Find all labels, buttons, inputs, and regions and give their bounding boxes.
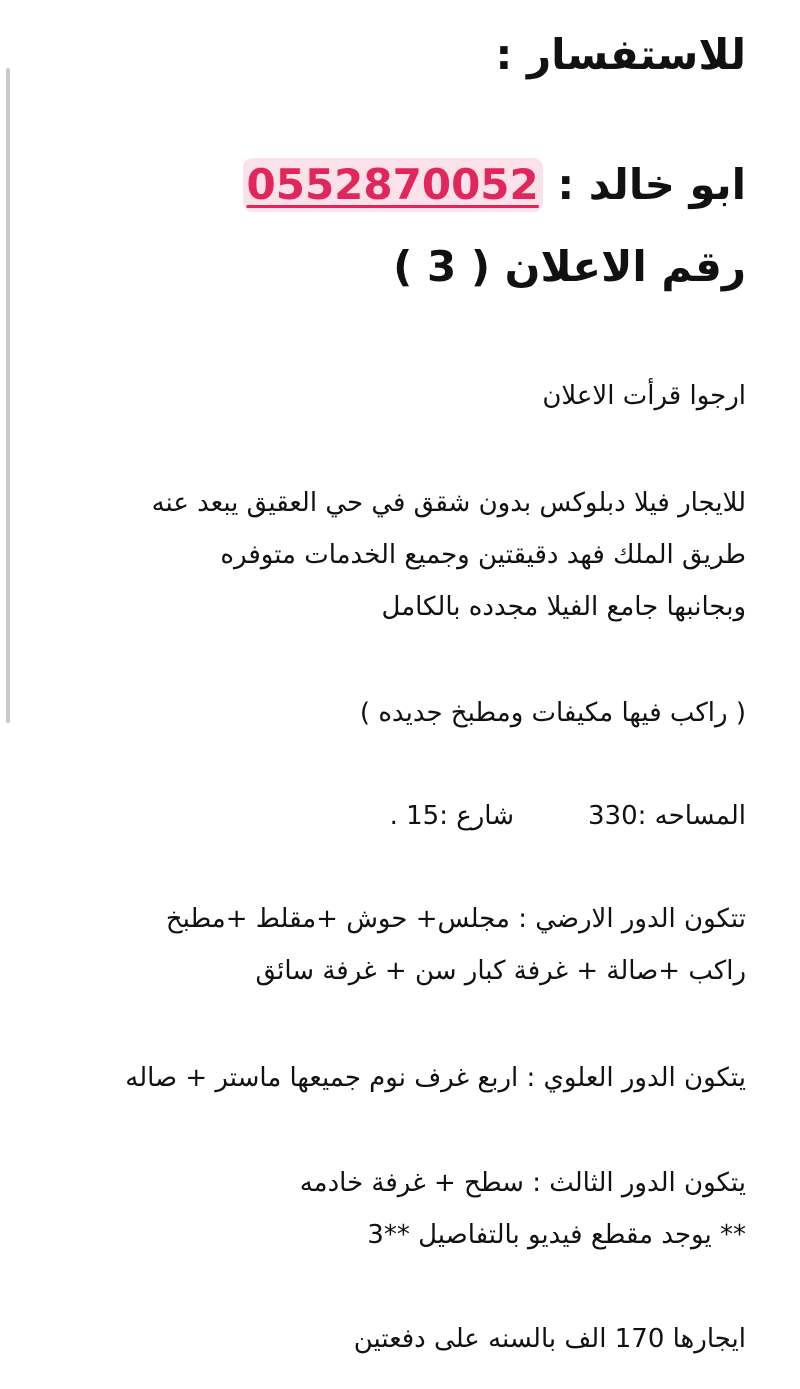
contact-name: ابو خالد : (557, 160, 746, 209)
area-street-line (46, 790, 746, 842)
third-floor-line: يتكون الدور الثالث : سطح + غرفة خادمه (299, 1168, 746, 1198)
extras-text: ( راكب فيها مكيفات ومطبخ جديده ) (359, 698, 746, 728)
phone-number-link[interactable]: 0552870052 (243, 158, 543, 212)
street-text: شارع :15 . (389, 801, 515, 831)
rent-text: ايجارها 170 الف بالسنه على دفعتين (353, 1324, 746, 1354)
description-paragraph (46, 477, 746, 633)
ground-floor-line: راكب +صالة + غرفة كبار سن + غرفة سائق (255, 956, 746, 986)
scrollbar[interactable] (6, 68, 10, 723)
inquiry-heading: للاستفسار : (495, 30, 746, 79)
description-line: للايجار فيلا دبلوكس بدون شقق في حي العقيق يبعد عنه (151, 488, 746, 518)
description-line: طريق الملك فهد دقيقتين وجميع الخدمات متوفره (220, 540, 746, 570)
contact-line (243, 158, 747, 212)
plead-text: ارجوا قرأت الاعلان (542, 381, 746, 411)
third-floor-paragraph (46, 1157, 746, 1261)
ad-number-heading: رقم الاعلان ( 3 ) (393, 242, 746, 291)
area-text: المساحه :330 (588, 801, 746, 831)
description-line: وبجانبها جامع الفيلا مجدده بالكامل (381, 592, 746, 622)
upper-floor-text: يتكون الدور العلوي : اربع غرف نوم جميعها ماستر + صاله (125, 1063, 746, 1093)
ground-floor-line: تتكون الدور الارضي : مجلس+ حوش +مقلط +مطبخ (165, 904, 746, 934)
ground-floor-paragraph (46, 893, 746, 997)
video-note-line: ** يوجد مقطع فيديو بالتفاصيل **3 (367, 1220, 746, 1250)
